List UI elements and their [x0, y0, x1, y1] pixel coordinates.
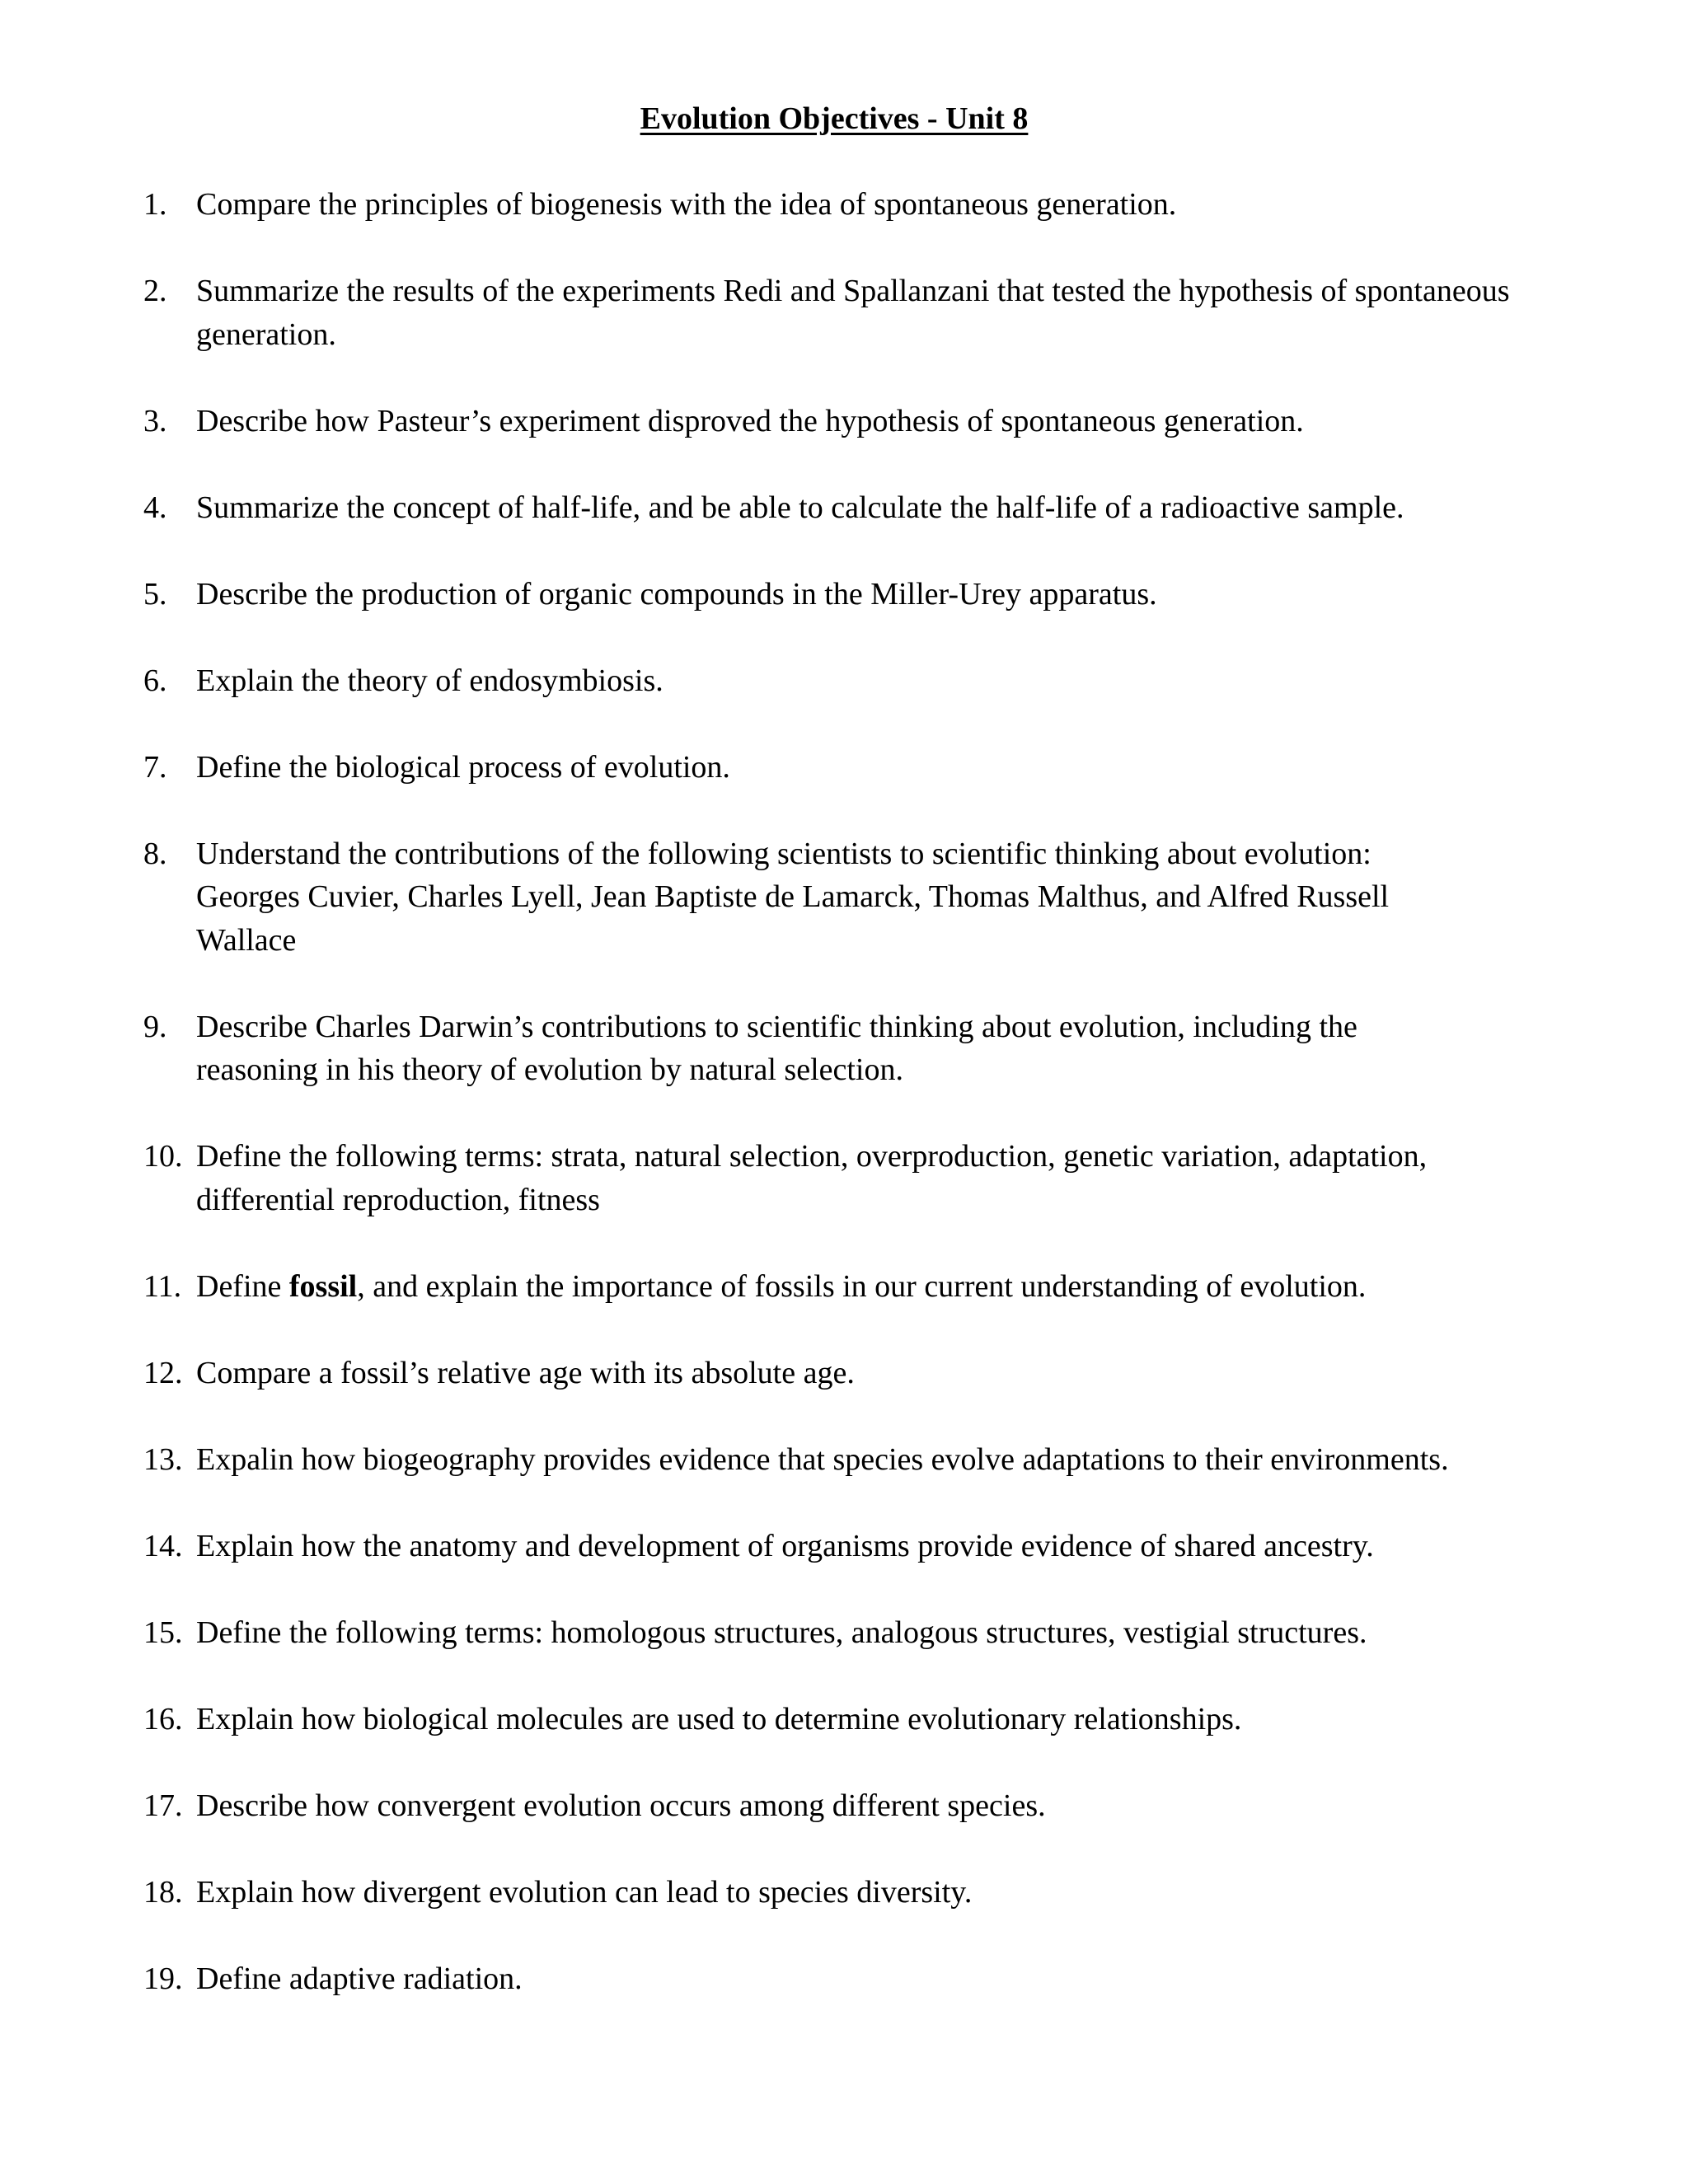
list-item [143, 573, 1578, 616]
objective-number: 16. [143, 1701, 183, 1736]
objective-text-suffix: , and explain the importance of fossils in our current understanding of evolution. [357, 1268, 1367, 1304]
objective-text: Explain how the anatomy and development of organisms provide evidence of shared ancestry. [196, 1528, 1374, 1563]
list-item [143, 1871, 1578, 1915]
objective-text: Compare the principles of biogenesis with the idea of spontaneous generation. [196, 187, 1177, 222]
objective-text: Describe Charles Darwin’s contributions to scientific thinking about evolution, including the [196, 1009, 1357, 1044]
objective-number: 8. [143, 836, 167, 871]
objective-text: Georges Cuvier, Charles Lyell, Jean Baptiste de Lamarck, Thomas Malthus, and Alfred Russell [196, 879, 1390, 914]
objective-text: generation. [196, 316, 336, 352]
objective-number: 11. [143, 1268, 182, 1304]
objective-text: Define the following terms: strata, natural selection, overproduction, genetic variation, adaptation, [196, 1139, 1428, 1174]
objective-text: Describe the production of organic compounds in the Miller-Urey apparatus. [196, 576, 1157, 612]
objective-text: Wallace [196, 922, 297, 958]
objective-number: 19. [143, 1961, 183, 1996]
objective-number: 1. [143, 187, 167, 222]
list-item [143, 1698, 1578, 1741]
objective-text: Explain how divergent evolution can lead to species diversity. [196, 1874, 973, 1910]
objective-text: Describe how convergent evolution occurs among different species. [196, 1788, 1046, 1823]
objective-text: Explain how biological molecules are used to determine evolutionary relationships. [196, 1701, 1242, 1736]
list-item [143, 1352, 1578, 1395]
objective-text: Define the following terms: homologous structures, analogous structures, vestigial structures. [196, 1615, 1367, 1650]
list-item [143, 659, 1578, 703]
list-item [143, 486, 1578, 530]
objective-number: 15. [143, 1615, 183, 1650]
objective-number: 4. [143, 490, 167, 525]
objective-text: reasoning in his theory of evolution by natural selection. [196, 1052, 903, 1087]
objective-text: Describe how Pasteur’s experiment disproved the hypothesis of spontaneous generation. [196, 403, 1304, 438]
objective-number: 6. [143, 663, 167, 698]
objective-number: 5. [143, 576, 167, 612]
objective-number: 18. [143, 1874, 183, 1910]
list-item [143, 1135, 1578, 1221]
objective-text [196, 1265, 1578, 1309]
list-item [143, 1784, 1578, 1828]
objective-number: 2. [143, 274, 167, 308]
objective-number: 17. [143, 1788, 183, 1823]
objective-number: 13. [143, 1441, 183, 1477]
list-item [143, 1611, 1578, 1655]
objective-number: 10. [143, 1139, 183, 1174]
list-item [143, 269, 1578, 356]
objective-number: 3. [143, 403, 167, 438]
objective-text: Define adaptive radiation. [196, 1961, 523, 1996]
list-item [143, 1265, 1578, 1309]
list-item [143, 832, 1578, 963]
objective-text: Compare a fossil’s relative age with its absolute age. [196, 1355, 855, 1390]
objective-text: Define the biological process of evolution. [196, 749, 730, 785]
objective-text: Understand the contributions of the following scientists to scientific thinking about evolution: [196, 836, 1372, 871]
objective-number: 14. [143, 1528, 183, 1563]
objective-text: Explain the theory of endosymbiosis. [196, 663, 663, 698]
objective-bold-term: fossil [288, 1268, 358, 1304]
list-item [143, 400, 1578, 443]
objective-text-prefix: Define [196, 1268, 289, 1304]
list-item [143, 1438, 1578, 1482]
list-item [143, 1005, 1578, 1092]
objective-number: 7. [143, 749, 167, 785]
page-title: Evolution Objectives - Unit 8 [640, 101, 1029, 136]
list-item [143, 1957, 1578, 2001]
list-item [143, 1525, 1578, 1568]
objective-text: Expalin how biogeography provides evidence that species evolve adaptations to their environments. [196, 1441, 1449, 1477]
objective-number: 12. [143, 1355, 183, 1390]
list-item [143, 183, 1578, 227]
objective-text: differential reproduction, fitness [196, 1182, 600, 1217]
objective-text: Summarize the results of the experiments Redi and Spallanzani that tested the hypothesis of spontaneous [196, 274, 1510, 308]
list-item [143, 746, 1578, 790]
objective-text: Summarize the concept of half-life, and be able to calculate the half-life of a radioactive sample. [196, 490, 1404, 525]
objectives-list [143, 183, 1578, 2044]
objective-number: 9. [143, 1009, 167, 1044]
